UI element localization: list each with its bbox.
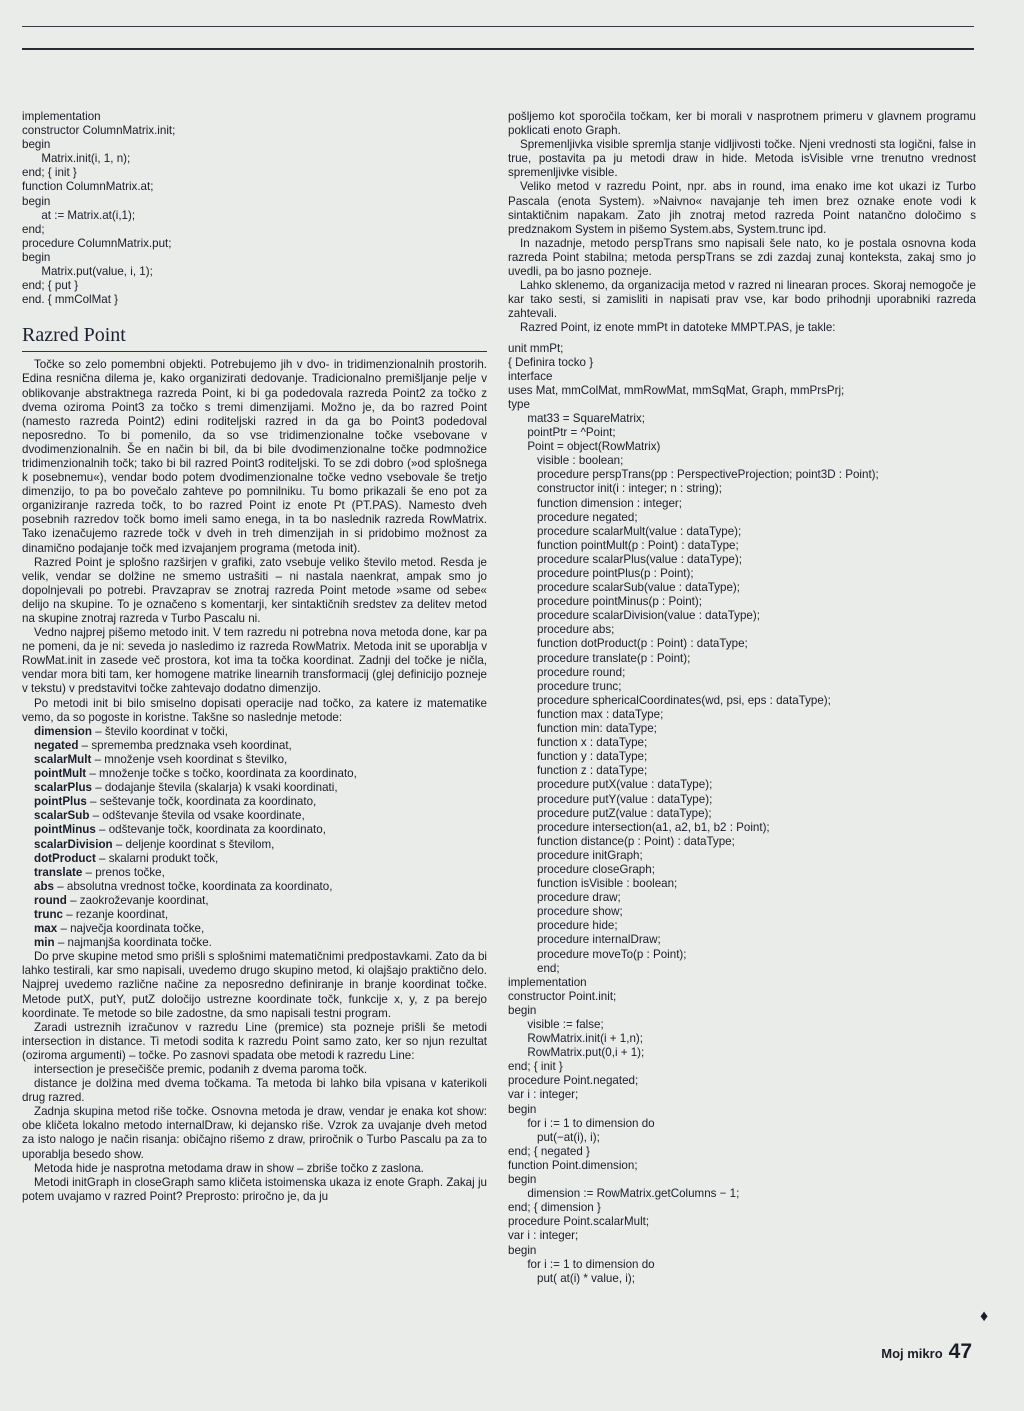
code-line: constructor Point.init;: [508, 989, 617, 1003]
code-line: type: [508, 397, 530, 411]
code-line: procedure putZ(value : dataType);: [508, 806, 712, 820]
code-line: begin: [508, 1003, 537, 1017]
code-line: end. { mmColMat }: [22, 293, 119, 307]
method-item: [22, 880, 487, 894]
method-item: [22, 809, 487, 823]
code-line: begin: [508, 1173, 537, 1187]
code-line: RowMatrix.put(0,i + 1);: [508, 1046, 645, 1060]
paragraph: pošljemo kot sporočila točkam, ker bi morali v nasprotnem primeru v glavnem programu poklicati enoto Graph.: [508, 110, 976, 138]
code-line: end; { put }: [22, 279, 79, 293]
code-line: function max : dataType;: [508, 707, 664, 721]
code-line: procedure abs;: [508, 623, 615, 637]
method-desc: – deljenje koordinat s številom,: [112, 837, 275, 851]
code-line: procedure scalarMult(value : dataType);: [508, 524, 742, 538]
code-line: function z : dataType;: [508, 764, 648, 778]
code-line: implementation: [508, 975, 587, 989]
code-line: put( at(i) * value, i);: [508, 1271, 635, 1285]
code-line: procedure draw;: [508, 891, 621, 905]
paragraph: Veliko metod v razredu Point, npr. abs in round, ima enako ime kot ukazi iz Turbo Pascala (enota System). »Naivno« navajanje teh imen brez oznake enote vodi k sintaktičnim napakam. Zato jih znotraj metod razreda Point natančno določimo s predznakom System in pišemo System.abs, System.trunc ipd.: [508, 180, 976, 236]
top-rule-thick: [22, 48, 974, 50]
paragraph: In nazadnje, metodo perspTrans smo napisali šele nato, ko je postala osnovna koda razreda Point stabilna; metoda perspTrans se zdi zazdaj zunaj konteksta, zakaj smo jo uvedli, pa bo jasno pozneje.: [508, 236, 976, 279]
paragraph: Do prve skupine metod smo prišli s splošnimi matematičnimi predpostavkami. Zato da bi lahko testirali, kar smo napisali, uvedemo drugo skupino metod, ki olajšajo praktično delo. Najprej uvedemo različne načine za neposredno definiranje in branje koordinat točke. Metode putX, putY, putZ določijo ustrezne koordinate točk, funkcije x, y, z pa berejo koordinate. Te metode so bile zadostne, da smo napisali testni program.: [22, 950, 487, 1020]
method-desc: – najmanjša koordinata točke.: [54, 936, 212, 950]
method-desc: – sprememba predznaka vseh koordinat,: [78, 738, 292, 752]
method-desc: – rezanje koordinat,: [62, 907, 169, 921]
method-item: [22, 767, 487, 781]
method-desc: – odštevanje števila od vsake koordinate,: [89, 809, 305, 823]
method-desc: – seštevanje točk, koordinata za koordinato,: [86, 795, 317, 809]
method-desc: – množenje točke s točko, koordinata za koordinato,: [86, 767, 357, 781]
code-line: Matrix.put(value, i, 1);: [22, 265, 153, 279]
code-line: procedure negated;: [508, 510, 638, 524]
code-line: procedure pointMinus(p : Point);: [508, 595, 702, 609]
code-line: procedure Point.negated;: [508, 1074, 639, 1088]
code-line: procedure scalarDivision(value : dataType);: [508, 609, 760, 623]
code-line: procedure internalDraw;: [508, 933, 661, 947]
code-line: constructor init(i : integer; n : string);: [508, 482, 722, 496]
code-line: procedure Point.scalarMult;: [508, 1215, 650, 1229]
code-line: { Definira tocko }: [508, 355, 594, 369]
code-line: procedure moveTo(p : Point);: [508, 947, 687, 961]
code-line: begin: [508, 1243, 537, 1257]
code-line: function isVisible : boolean;: [508, 877, 678, 891]
method-item: [22, 753, 487, 767]
code-line: dimension := RowMatrix.getColumns − 1;: [508, 1187, 740, 1201]
magazine-name: Moj mikro: [881, 1346, 943, 1361]
left-prose-2: [22, 950, 487, 1204]
method-item: [22, 838, 487, 852]
code-line: function distance(p : Point) : dataType;: [508, 834, 735, 848]
code-line: procedure pointPlus(p : Point);: [508, 567, 694, 580]
code-line: put(−at(i), i);: [508, 1130, 600, 1144]
paragraph: Metoda hide je nasprotna metodama draw in show – zbriše točko z zaslona.: [34, 1161, 424, 1175]
paragraph: Lahko sklenemo, da organizacija metod v razred ni linearan proces. Skoraj nemogoče je kar tako sesti, si zamisliti in napisati prav vse, kar bodo prihodnji uporabniki razreda zahtevali.: [508, 279, 976, 321]
code-line: Point = object(RowMatrix): [508, 440, 661, 454]
code-line: var i : integer;: [508, 1229, 579, 1243]
method-desc: – prenos točke,: [82, 865, 165, 879]
page-footer: [881, 1340, 972, 1364]
method-item: [22, 781, 487, 795]
code-line: function y : dataType;: [508, 750, 648, 764]
code-line: procedure putY(value : dataType);: [508, 792, 713, 806]
code-line: procedure scalarPlus(value : dataType);: [508, 552, 742, 566]
paragraph: distance je dolžina med dvema točkama. Ta metoda bi lahko bila vpisana v katerikoli drug razred.: [22, 1077, 487, 1105]
code-line: procedure hide;: [508, 919, 618, 933]
method-item: [22, 936, 487, 950]
paragraph: Metodi initGraph in closeGraph samo kličeta istoimenska ukaza iz enote Graph. Zakaj ju potem uvajamo v razred Point? Preprosto: priročno je, da ju: [22, 1175, 487, 1203]
code-line: end;: [22, 222, 45, 236]
right-column: [508, 110, 976, 1286]
code-line: begin: [22, 194, 51, 208]
code-line: RowMatrix.init(i + 1,n);: [508, 1032, 643, 1046]
method-name: dotProduct: [34, 851, 96, 865]
method-item: [22, 894, 487, 908]
paragraph: Zaradi ustreznih izračunov v razredu Line (premice) sta pozneje prišli še metodi intersection in distance. Ti metodi sodita k razredu Point samo zato, ker so njun rezultat (oziroma argumenti) – točke. Po zasnovi spadata obe metodi k razredu Line:: [22, 1020, 487, 1062]
code-line: procedure initGraph;: [508, 848, 643, 862]
paragraph: Po metodi init bi bilo smiselno dopisati operacije nad točko, za katere iz matematike vemo, da so pogoste in koristne. Takšne so naslednje metode:: [22, 696, 487, 724]
method-desc: – dodajanje števila (skalarja) k vsaki koordinati,: [92, 781, 338, 795]
code-line: for i := 1 to dimension do: [508, 1257, 655, 1271]
paragraph: Zadnja skupina metod riše točke. Osnovna metoda je draw, vendar je enaka kot show: obe kličeta lokalno metodo internalDraw, ki dejansko riše. Vzrok za uvajanje dveh metod za isto nalogo je način risanja: običajno rišemo z draw, priročnik o Turbo Pascalu pa za to uporablja besedo show.: [22, 1105, 487, 1161]
code-line: visible : boolean;: [508, 454, 624, 468]
method-desc: – skalarni produkt točk,: [95, 851, 219, 865]
method-name: pointPlus: [34, 795, 87, 809]
code-line: function pointMult(p : Point) : dataType;: [508, 538, 739, 552]
method-name: round: [34, 893, 67, 907]
method-name: pointMinus: [34, 823, 96, 837]
continue-arrow-icon: ♦: [980, 1308, 989, 1325]
code-line: procedure trunc;: [508, 679, 622, 693]
code-line: procedure ColumnMatrix.put;: [22, 236, 172, 250]
code-line: visible := false;: [508, 1018, 604, 1031]
method-name: abs: [34, 879, 54, 893]
code-line: function min: dataType;: [508, 722, 657, 736]
left-prose: [22, 358, 487, 724]
code-line: procedure scalarSub(value : dataType);: [508, 581, 740, 595]
section-heading: Razred Point: [22, 324, 126, 347]
heading-rule: [22, 351, 487, 352]
method-name: scalarMult: [34, 752, 92, 766]
method-name: pointMult: [34, 767, 87, 781]
code-line: begin: [508, 1102, 537, 1116]
method-name: dimension: [34, 724, 92, 738]
left-code-listing: [22, 110, 487, 307]
method-name: scalarDivision: [34, 837, 113, 851]
method-desc: – število koordinat v točki,: [91, 724, 228, 738]
code-line: procedure putX(value : dataType);: [508, 778, 713, 792]
method-name: min: [34, 936, 55, 950]
code-line: pointPtr = ^Point;: [508, 426, 616, 440]
code-line: uses Mat, mmColMat, mmRowMat, mmSqMat, Graph, mmPrsPrj;: [508, 383, 845, 397]
right-code-listing: [508, 342, 976, 1286]
code-line: end; { init }: [22, 166, 77, 180]
method-desc: – največja koordinata točke,: [57, 922, 205, 936]
code-line: begin: [22, 138, 51, 152]
code-line: interface: [508, 369, 553, 383]
code-line: procedure closeGraph;: [508, 862, 655, 876]
code-line: Matrix.init(i, 1, n);: [22, 152, 131, 166]
method-desc: – množenje vseh koordinat s številko,: [91, 752, 288, 766]
code-line: mat33 = SquareMatrix;: [508, 411, 645, 425]
code-line: procedure perspTrans(pp : PerspectiveProjection; point3D : Point);: [508, 468, 879, 482]
code-line: end;: [508, 961, 560, 975]
page-number: 47: [948, 1340, 972, 1363]
method-name: trunc: [34, 907, 63, 921]
code-line: implementation: [22, 110, 101, 123]
code-line: function Point.dimension;: [508, 1158, 638, 1172]
top-rule: [22, 26, 974, 27]
code-line: at := Matrix.at(i,1);: [22, 208, 136, 222]
method-item: [22, 922, 487, 936]
code-line: procedure translate(p : Point);: [508, 651, 691, 665]
method-name: translate: [34, 865, 83, 879]
paragraph: Spremenljivka visible spremlja stanje vidljivosti točke. Njeni vrednosti sta logični, false in true, postavita pa ju metodi draw in hide. Metoda isVisible vrne trenutno vrednost spremenljivke visible.: [508, 138, 976, 180]
code-line: function ColumnMatrix.at;: [22, 180, 154, 194]
method-name: scalarSub: [34, 809, 90, 823]
method-name: max: [34, 922, 58, 936]
method-name: negated: [34, 738, 79, 752]
method-item: [22, 725, 487, 739]
code-line: for i := 1 to dimension do: [508, 1116, 655, 1130]
paragraph: Razred Point je splošno razširjen v grafiki, zato vsebuje veliko število metod. Resda je velik, vendar se dolžine ne smemo ustrašiti – ni nastala naenkrat, ampak smo jo dopolnjevali po potrebi. Pravzaprav se znotraj razreda Point metode »same od sebe« delijo na skupine. To je označeno s komentarji, ker sintaktičnih sredstev za delitev metod na skupine znotraj razreda v Turbo Pascalu ni.: [22, 555, 487, 625]
paragraph: Točke so zelo pomembni objekti. Potrebujemo jih v dvo- in tridimenzionalnih prostorih. Edina resnična dilema je, kako organizirati dedovanje. Tradicionalno premišljanje pelje v oblikovanje abstraktnega razreda Point, ki bi ga podedovala razreda Point2 za točko z dvema oziroma Point3 za točko s tremi dimenzijami. Možno je, da bo razred Point (namesto razreda Point2) edini roditeljski razred in da ga bo Point3 podedoval neposredno. To bi pomenilo, da so vse tridimenzionalne točke vsebovane v dvodimenzionalnih. Še en način bi bil, da bi bile dvodimenzionalne točke podmnožice tridimenzionalnih točk; tako bi bil razred Point3 roditeljski. To se zdi dobro (»od splošnega k posebnemu«), vendar bodo potem dvodimenzionalne točke vedno vsebovale še tretjo dimenzijo, to pa bo povečalo zahteve po pomnilniku. Tu bomo prikazali še eno pot za organiziranje razreda točk, to bo razred Point iz enote Pt (PT.PAS). Namesto dveh posebnih razredov točk bomo imeli samo enega, in ta bo naslednik razreda RowMatrix. Tako izenačujemo razrede točk v dveh in treh dimenzijah in si pridobimo možnost za dinamično podajanje točk med izvajanjem programa (metoda init).: [22, 358, 487, 555]
paragraph: intersection je presečišče premic, podanih z dvema paroma točk.: [34, 1063, 368, 1076]
code-line: function dimension : integer;: [508, 496, 682, 510]
code-line: function x : dataType;: [508, 736, 648, 750]
code-line: function dotProduct(p : Point) : dataType;: [508, 637, 748, 651]
method-name: scalarPlus: [34, 781, 93, 795]
code-line: var i : integer;: [508, 1088, 579, 1102]
method-item: [22, 795, 487, 809]
left-column: [22, 110, 487, 1204]
code-line: procedure round;: [508, 665, 626, 679]
code-line: unit mmPt;: [508, 341, 564, 355]
method-item: [22, 852, 487, 866]
code-line: end; { dimension }: [508, 1201, 601, 1215]
method-item: [22, 739, 487, 753]
code-line: end; { init }: [508, 1060, 563, 1074]
right-prose: [508, 110, 976, 336]
code-line: procedure intersection(a1, a2, b1, b2 : Point);: [508, 820, 770, 834]
method-list: [22, 725, 487, 951]
code-line: end; { negated }: [508, 1144, 590, 1158]
code-line: constructor ColumnMatrix.init;: [22, 124, 176, 138]
method-desc: – absolutna vrednost točke, koordinata za koordinato,: [53, 879, 333, 893]
code-line: procedure sphericalCoordinates(wd, psi, eps : dataType);: [508, 693, 831, 707]
method-desc: – odštevanje točk, koordinata za koordinato,: [95, 823, 326, 837]
method-item: [22, 908, 487, 922]
method-item: [22, 866, 487, 880]
paragraph: Razred Point, iz enote mmPt in datoteke MMPT.PAS, je takle:: [520, 321, 836, 335]
paragraph: Vedno najprej pišemo metodo init. V tem razredu ni potrebna nova metoda done, kar pa ne pomeni, da je ni: seveda jo nasledimo iz razreda RowMatrix. Metoda init se uporablja v RowMat.init in zasede več prostora, kot ima ta točka koordinat. Zadnji del točke je ničla, vendar mora biti tam, ker homogene matrike linearnih transformacij (glej definicijo pozneje v tekstu) v predstavitvi točke zahtevajo dodatno dimenzijo.: [22, 626, 487, 696]
code-line: begin: [22, 250, 51, 264]
method-item: [22, 823, 487, 837]
code-line: procedure show;: [508, 905, 623, 919]
method-desc: – zaokroževanje koordinat,: [66, 893, 209, 907]
